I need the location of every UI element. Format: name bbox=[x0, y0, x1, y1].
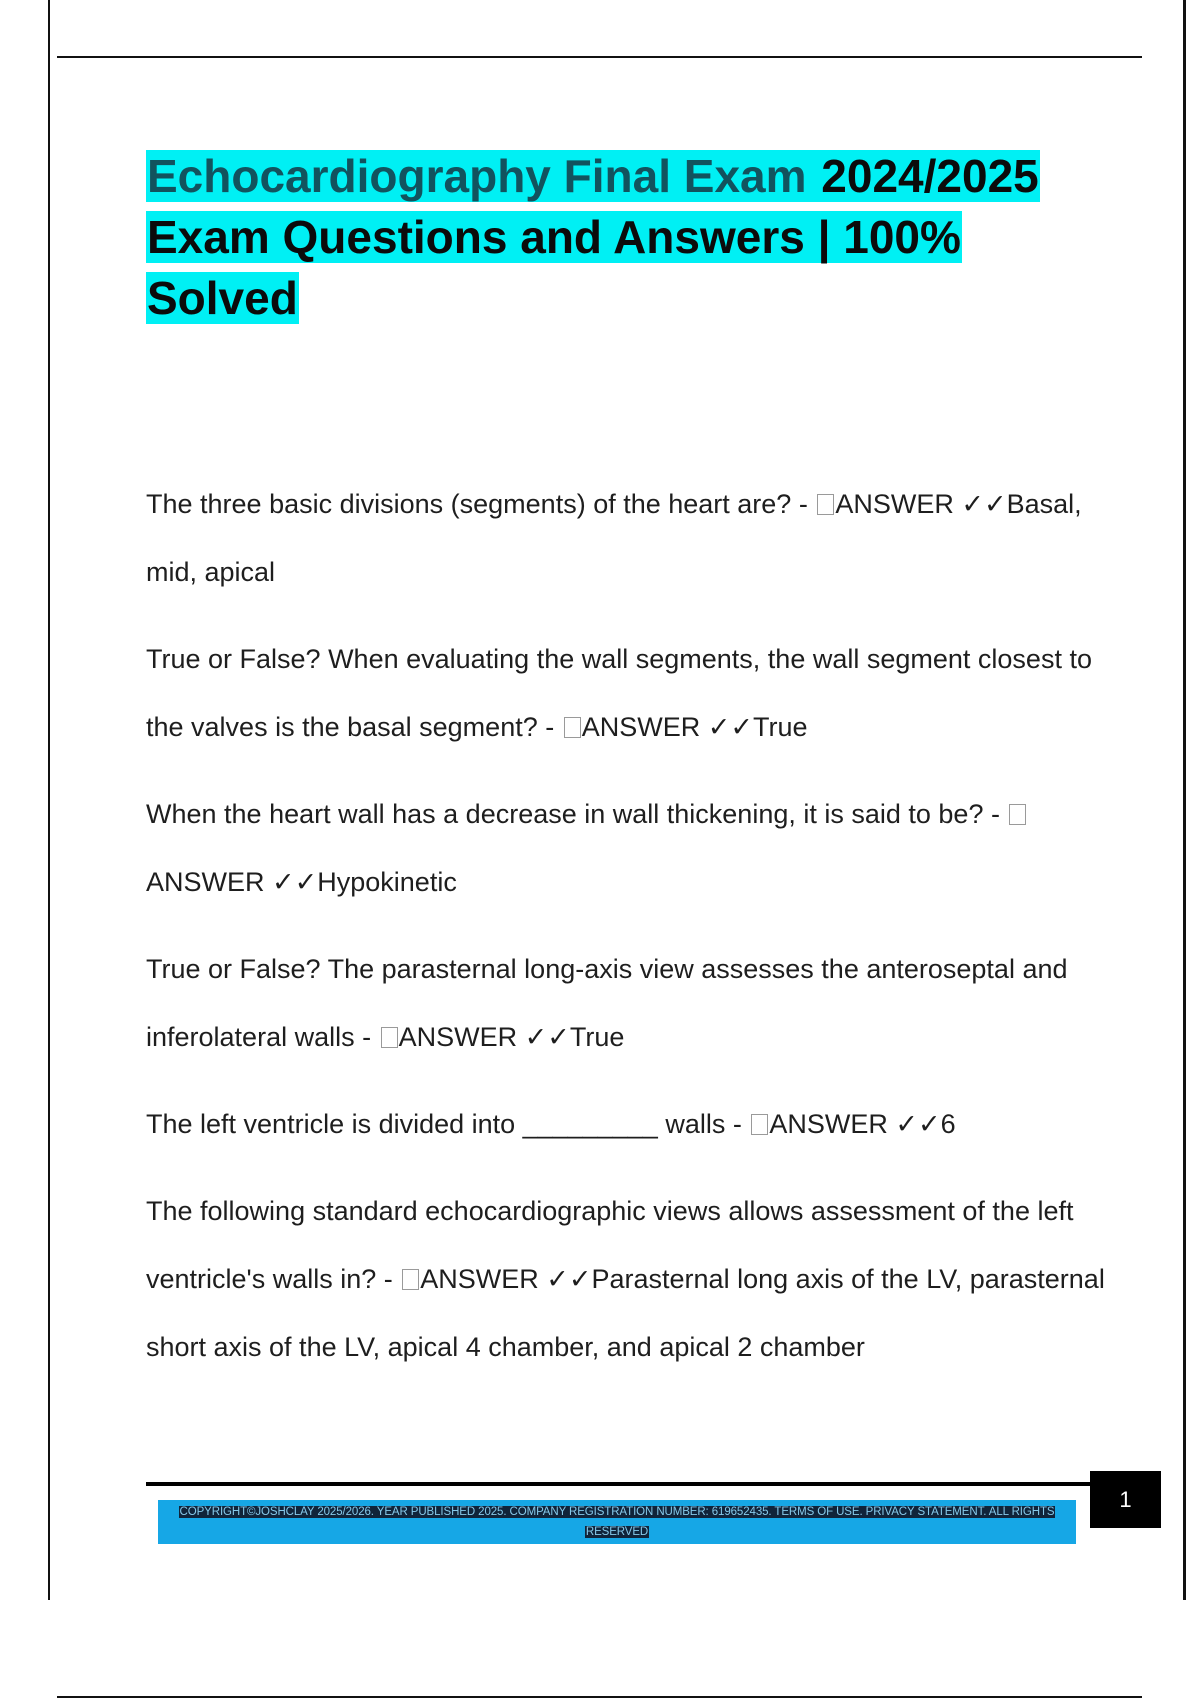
answer-box-icon bbox=[817, 494, 834, 515]
title-highlight-part1: Echocardiography Final Exam bbox=[147, 150, 807, 202]
answer-label: ANSWER bbox=[146, 867, 265, 897]
question-text: The following standard echocardiographic views allows assessment of the left ventricle's walls in? - bbox=[146, 1196, 1074, 1294]
qa-item bbox=[146, 935, 1106, 1071]
question-text: The left ventricle is divided into _________ walls - bbox=[146, 1109, 750, 1139]
qa-item bbox=[146, 470, 1106, 606]
qa-item bbox=[146, 1177, 1106, 1381]
next-page-rule bbox=[57, 1696, 1142, 1698]
question-text: True or False? The parasternal long-axis view assesses the anteroseptal and inferolateral walls - bbox=[146, 954, 1068, 1052]
answer-label: ANSWER bbox=[769, 1109, 888, 1139]
answer-label: ANSWER bbox=[420, 1264, 539, 1294]
answer-box-icon bbox=[751, 1114, 768, 1135]
title-highlight-part2: 2024/2025 Exam Questions and Answers | 100% Solved bbox=[147, 150, 1039, 324]
answer-text: ✓✓True bbox=[700, 712, 808, 742]
page-number bbox=[1090, 1471, 1161, 1528]
footer-copyright-band bbox=[158, 1500, 1076, 1544]
answer-label: ANSWER bbox=[835, 489, 954, 519]
answer-box-icon bbox=[402, 1269, 419, 1290]
answer-box-icon bbox=[1009, 804, 1026, 825]
page-number-text: 1 bbox=[1119, 1486, 1132, 1512]
answer-box-icon bbox=[381, 1027, 398, 1048]
answer-text: ✓✓6 bbox=[887, 1109, 956, 1139]
answer-label: ANSWER bbox=[581, 712, 701, 742]
answer-text: ✓✓Basal, mid, apical bbox=[146, 489, 1082, 587]
footer-rule bbox=[146, 1482, 1092, 1486]
page-border-right bbox=[1183, 0, 1186, 1600]
question-text: The three basic divisions (segments) of the heart are? - bbox=[146, 489, 816, 519]
header-rule bbox=[57, 56, 1142, 58]
copyright-text: COPYRIGHT©JOSHCLAY 2025/2026. YEAR PUBLISHED 2025. COMPANY REGISTRATION NUMBER: 619652435. TERMS OF USE. PRIVACY STATEMENT. ALL RIGHTS RESERVED bbox=[179, 1506, 1055, 1538]
answer-text: ✓✓Parasternal long axis of the LV, parasternal short axis of the LV, apical 4 chamber, and apical 2 chamber bbox=[146, 1264, 1105, 1362]
answer-text: ✓✓True bbox=[517, 1022, 625, 1052]
qa-item bbox=[146, 625, 1106, 761]
answer-label: ANSWER bbox=[398, 1022, 518, 1052]
qa-list bbox=[146, 470, 1106, 1400]
document-title bbox=[146, 146, 1096, 329]
qa-item bbox=[146, 1090, 1106, 1158]
qa-item bbox=[146, 780, 1106, 916]
question-text: True or False? When evaluating the wall segments, the wall segment closest to the valves is the basal segment? - bbox=[146, 644, 1092, 742]
page-border-left bbox=[48, 0, 50, 1600]
question-text: When the heart wall has a decrease in wall thickening, it is said to be? - bbox=[146, 799, 1008, 829]
answer-text: ✓✓Hypokinetic bbox=[264, 867, 457, 897]
answer-box-icon bbox=[564, 717, 581, 738]
